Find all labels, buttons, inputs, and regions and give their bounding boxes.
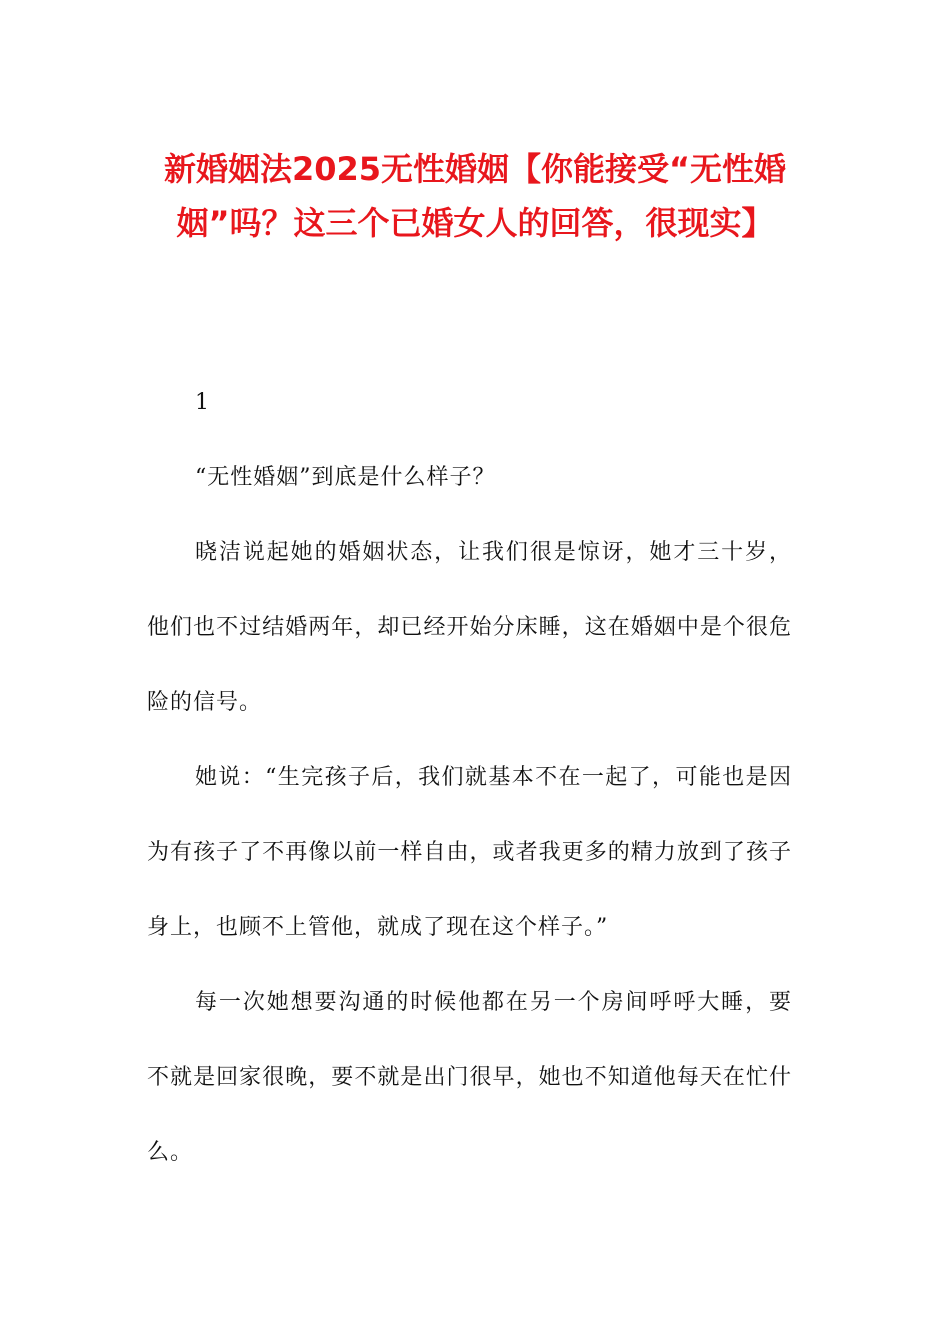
section-number: 1	[195, 390, 210, 415]
paragraph-3: 她说：“生完孩子后，我们就基本不在一起了，可能也是因为有孩子了不再像以前一样自由，或者我更多的精力放到了孩子身上，也顾不上管他，就成了现在这个样子。”	[147, 765, 792, 940]
paragraph-1: “无性婚姻”到底是什么样子？	[195, 465, 496, 490]
paragraph-4: 每一次她想要沟通的时候他都在另一个房间呼呼大睡，要不就是回家很晚，要不就是出门很早，她也不知道他每天在忙什么。	[147, 990, 792, 1165]
document-title: 新婚姻法2025无性婚姻【你能接受“无性婚姻”吗？这三个已婚女人的回答，很现实】	[163, 150, 787, 242]
document-body	[147, 365, 792, 1190]
paragraph-2: 晓洁说起她的婚姻状态，让我们很是惊讶，她才三十岁，他们也不过结婚两年，却已经开始分床睡，这在婚姻中是个很危险的信号。	[147, 540, 792, 715]
